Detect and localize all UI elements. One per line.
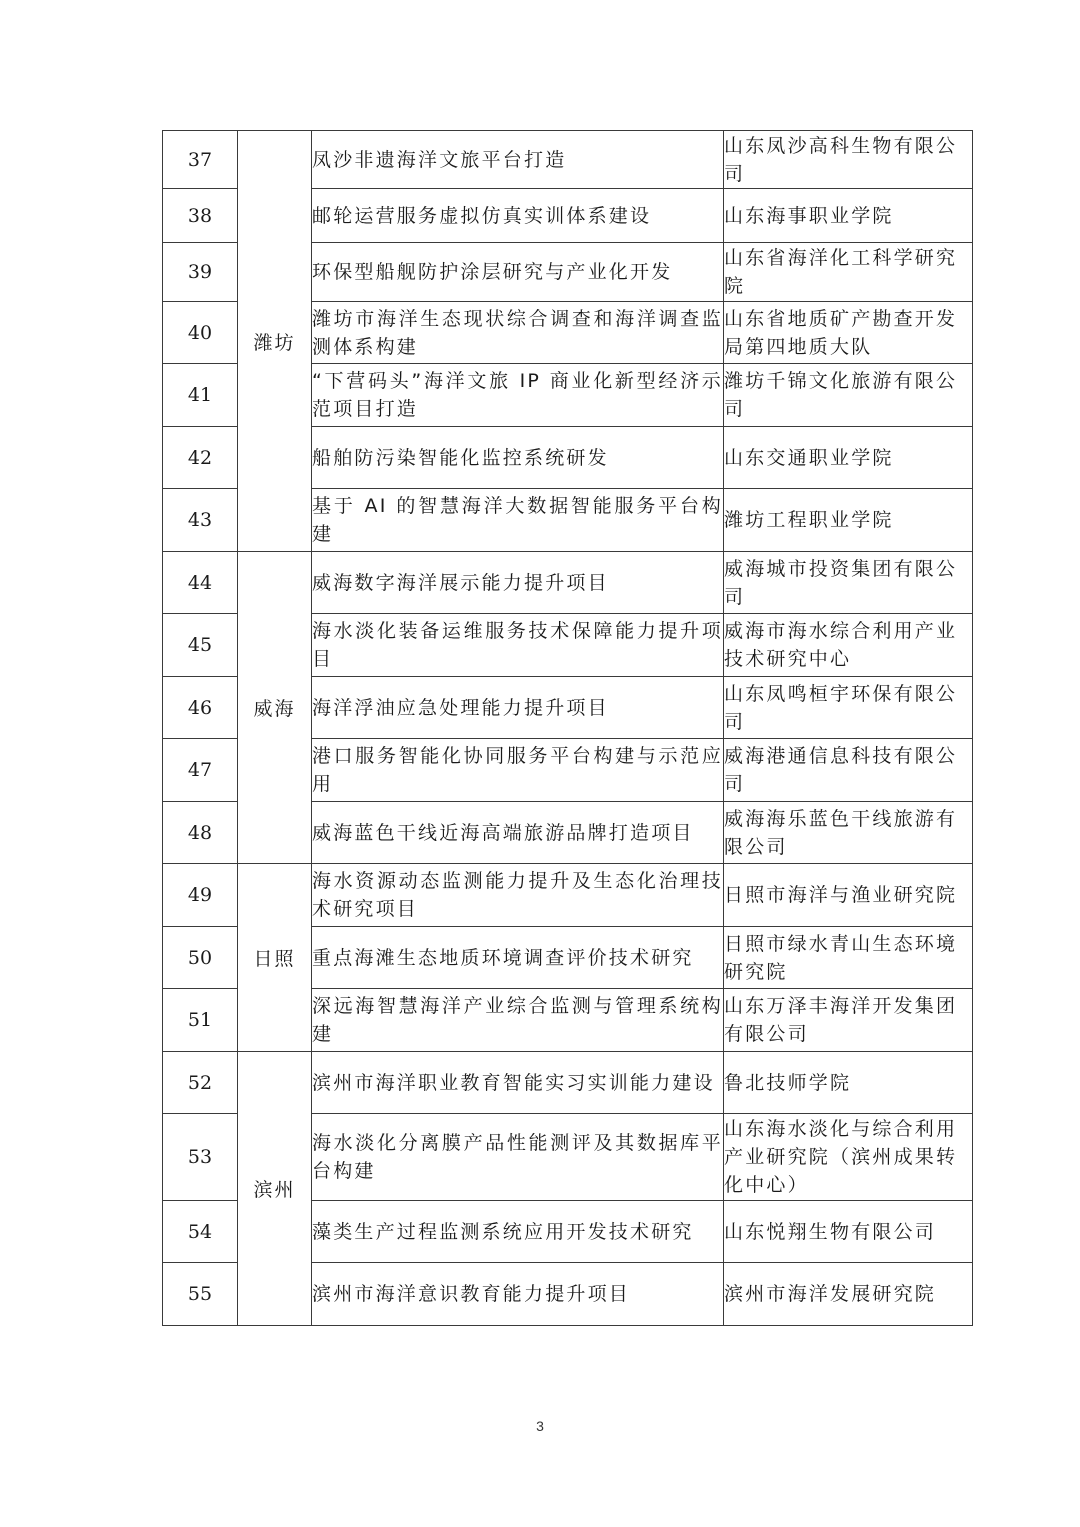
row-number: 41 <box>163 364 238 427</box>
project-name: “下营码头”海洋文旅 IP 商业化新型经济示范项目打造 <box>312 364 724 427</box>
undertaking-unit: 威海港通信息科技有限公司 <box>724 739 973 802</box>
undertaking-unit: 潍坊千锦文化旅游有限公司 <box>724 364 973 427</box>
row-number: 48 <box>163 802 238 864</box>
project-name: 邮轮运营服务虚拟仿真实训体系建设 <box>312 189 724 243</box>
undertaking-unit: 山东省海洋化工科学研究院 <box>724 243 973 302</box>
row-number: 37 <box>163 131 238 189</box>
table-row <box>163 131 973 189</box>
row-number: 47 <box>163 739 238 802</box>
table-row <box>163 552 973 614</box>
row-number: 50 <box>163 927 238 989</box>
row-number: 51 <box>163 989 238 1052</box>
project-name: 滨州市海洋意识教育能力提升项目 <box>312 1263 724 1326</box>
project-name: 海水淡化分离膜产品性能测评及其数据库平台构建 <box>312 1114 724 1201</box>
row-number: 46 <box>163 677 238 739</box>
undertaking-unit: 威海海乐蓝色干线旅游有限公司 <box>724 802 973 864</box>
undertaking-unit: 日照市绿水青山生态环境研究院 <box>724 927 973 989</box>
project-name: 港口服务智能化协同服务平台构建与示范应用 <box>312 739 724 802</box>
row-number: 39 <box>163 243 238 302</box>
city-cell: 潍坊 <box>238 131 312 552</box>
project-table-body <box>163 131 973 1326</box>
row-number: 42 <box>163 427 238 489</box>
table-row <box>163 864 973 927</box>
undertaking-unit: 威海市海水综合利用产业技术研究中心 <box>724 614 973 677</box>
undertaking-unit: 山东凤沙高科生物有限公司 <box>724 131 973 189</box>
row-number: 54 <box>163 1201 238 1263</box>
city-cell: 威海 <box>238 552 312 864</box>
undertaking-unit: 山东省地质矿产勘查开发局第四地质大队 <box>724 302 973 364</box>
project-name: 基于 AI 的智慧海洋大数据智能服务平台构建 <box>312 489 724 552</box>
row-number: 44 <box>163 552 238 614</box>
row-number: 45 <box>163 614 238 677</box>
project-name: 重点海滩生态地质环境调查评价技术研究 <box>312 927 724 989</box>
project-name: 潍坊市海洋生态现状综合调查和海洋调查监测体系构建 <box>312 302 724 364</box>
undertaking-unit: 山东海事职业学院 <box>724 189 973 243</box>
row-number: 43 <box>163 489 238 552</box>
project-name: 船舶防污染智能化监控系统研发 <box>312 427 724 489</box>
project-name: 滨州市海洋职业教育智能实习实训能力建设 <box>312 1052 724 1114</box>
project-name: 藻类生产过程监测系统应用开发技术研究 <box>312 1201 724 1263</box>
undertaking-unit: 山东海水淡化与综合利用产业研究院（滨州成果转化中心） <box>724 1114 973 1201</box>
row-number: 38 <box>163 189 238 243</box>
row-number: 53 <box>163 1114 238 1201</box>
project-name: 海洋浮油应急处理能力提升项目 <box>312 677 724 739</box>
page-number: 3 <box>536 1418 544 1434</box>
city-cell: 日照 <box>238 864 312 1052</box>
undertaking-unit: 山东万泽丰海洋开发集团有限公司 <box>724 989 973 1052</box>
project-name: 威海蓝色干线近海高端旅游品牌打造项目 <box>312 802 724 864</box>
project-name: 环保型船舰防护涂层研究与产业化开发 <box>312 243 724 302</box>
undertaking-unit: 鲁北技师学院 <box>724 1052 973 1114</box>
undertaking-unit: 威海城市投资集团有限公司 <box>724 552 973 614</box>
project-table <box>162 130 973 1326</box>
undertaking-unit: 山东交通职业学院 <box>724 427 973 489</box>
undertaking-unit: 山东悦翔生物有限公司 <box>724 1201 973 1263</box>
project-name: 深远海智慧海洋产业综合监测与管理系统构建 <box>312 989 724 1052</box>
project-name: 海水淡化装备运维服务技术保障能力提升项目 <box>312 614 724 677</box>
row-number: 55 <box>163 1263 238 1326</box>
project-name: 威海数字海洋展示能力提升项目 <box>312 552 724 614</box>
undertaking-unit: 潍坊工程职业学院 <box>724 489 973 552</box>
row-number: 49 <box>163 864 238 927</box>
undertaking-unit: 山东凤鸣桓宇环保有限公司 <box>724 677 973 739</box>
project-name: 凤沙非遗海洋文旅平台打造 <box>312 131 724 189</box>
table-row <box>163 1052 973 1114</box>
project-name: 海水资源动态监测能力提升及生态化治理技术研究项目 <box>312 864 724 927</box>
city-cell: 滨州 <box>238 1052 312 1326</box>
undertaking-unit: 日照市海洋与渔业研究院 <box>724 864 973 927</box>
row-number: 40 <box>163 302 238 364</box>
row-number: 52 <box>163 1052 238 1114</box>
undertaking-unit: 滨州市海洋发展研究院 <box>724 1263 973 1326</box>
